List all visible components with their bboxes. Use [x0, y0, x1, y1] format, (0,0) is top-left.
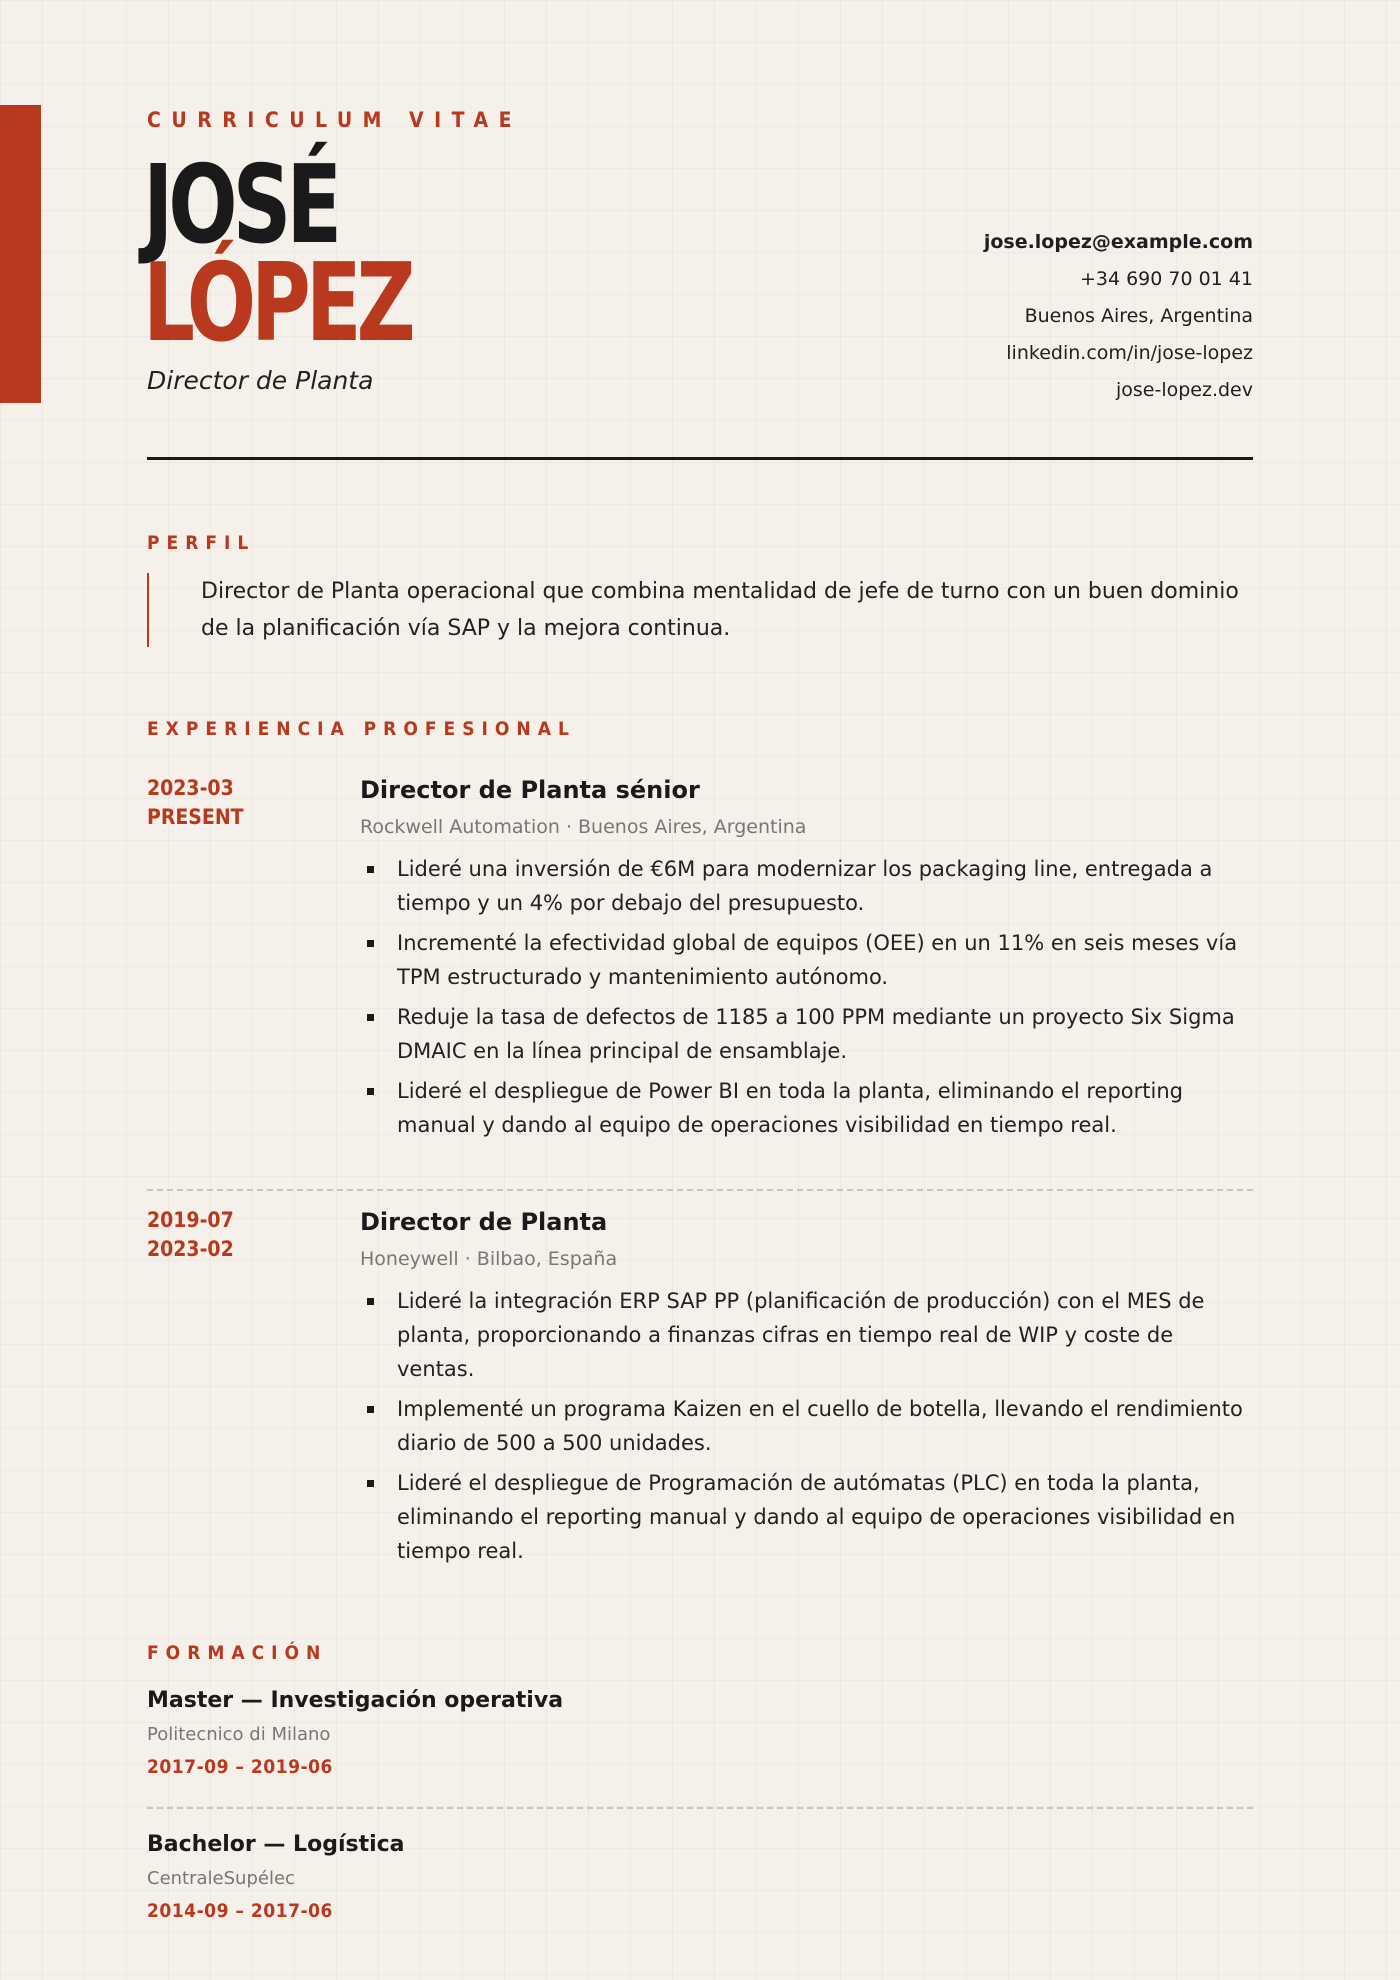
education-school: CentraleSupélec — [147, 1868, 295, 1889]
job-end-date: 2023-02 — [147, 1237, 234, 1261]
job-body — [360, 774, 1253, 1148]
contact-location: Buenos Aires, Argentina — [1024, 305, 1253, 327]
education-divider — [147, 1807, 1253, 1809]
square-bullet-icon — [367, 1088, 374, 1095]
job-dates — [147, 774, 244, 832]
job-bullets — [360, 852, 1253, 1142]
accent-bar — [0, 105, 41, 403]
job-divider — [147, 1189, 1253, 1191]
education-degree: Master — Investigación operativa — [147, 1688, 564, 1713]
profile-section — [147, 573, 1253, 647]
square-bullet-icon — [367, 940, 374, 947]
job-bullet: Lideré la integración ERP SAP PP (planificación de producción) con el MES de planta, proporcionando a finanzas cifras en tiempo real de WIP y coste de ventas. — [360, 1284, 1253, 1386]
job-start-date: 2023-03 — [147, 776, 234, 800]
education-entry — [147, 1830, 1253, 1922]
job-bullet: Lideré el despliegue de Programación de autómatas (PLC) en toda la planta, eliminando el reporting manual y dando al equipo de operaciones visibilidad en tiempo real. — [360, 1466, 1253, 1568]
job-title: Director de Planta — [147, 366, 374, 395]
job-role: Director de Planta sénior — [360, 776, 700, 804]
square-bullet-icon — [367, 866, 374, 873]
job-end-date: PRESENT — [147, 805, 244, 829]
profile-text: Director de Planta operacional que combina mentalidad de jefe de turno con un buen dominio de la planificación vía SAP y la mejora continua. — [201, 579, 1239, 641]
education-degree: Bachelor — Logística — [147, 1832, 405, 1857]
education-heading: FORMACIÓN — [147, 1642, 328, 1664]
contact-phone: +34 690 70 01 41 — [1079, 268, 1253, 290]
job-bullet: Lideré una inversión de €6M para modernizar los packaging line, entregada a tiempo y un 4% por debajo del presupuesto. — [360, 852, 1253, 920]
education-school: Politecnico di Milano — [147, 1724, 331, 1745]
square-bullet-icon — [367, 1014, 374, 1021]
job-bullet: Implementé un programa Kaizen en el cuello de botella, llevando el rendimiento diario de 500 a 500 unidades. — [360, 1392, 1253, 1460]
job-dates — [147, 1206, 234, 1264]
experience-heading: EXPERIENCIA PROFESIONAL — [147, 718, 576, 740]
job-bullet: Reduje la tasa de defectos de 1185 a 100 PPM mediante un proyecto Six Sigma DMAIC en la línea principal de ensamblaje. — [360, 1000, 1253, 1068]
education-period: 2017-09 – 2019-06 — [147, 1756, 333, 1778]
job-bullet: Incrementé la efectividad global de equipos (OEE) en un 11% en seis meses vía TPM estructurado y mantenimiento autónomo. — [360, 926, 1253, 994]
contact-linkedin[interactable]: linkedin.com/in/jose-lopez — [1006, 342, 1253, 364]
contact-email[interactable]: jose.lopez@example.com — [983, 231, 1253, 253]
document-label: CURRICULUM VITAE — [147, 108, 522, 132]
first-name: JOSÉ — [143, 143, 338, 268]
job-bullet: Lideré el despliegue de Power BI en toda la planta, eliminando el reporting manual y dando al equipo de operaciones visibilidad en tiempo real. — [360, 1074, 1253, 1142]
square-bullet-icon — [367, 1480, 374, 1487]
profile-heading: PERFIL — [147, 532, 256, 554]
job-start-date: 2019-07 — [147, 1208, 234, 1232]
education-period: 2014-09 – 2017-06 — [147, 1900, 333, 1922]
job-company: Rockwell Automation · Buenos Aires, Argentina — [360, 816, 807, 838]
last-name: LÓPEZ — [143, 241, 411, 366]
contact-block — [984, 224, 1253, 409]
contact-website[interactable]: jose-lopez.dev — [1115, 379, 1253, 401]
job-body — [360, 1206, 1253, 1574]
education-entry — [147, 1686, 1253, 1778]
job-bullets — [360, 1284, 1253, 1568]
job-company: Honeywell · Bilbao, España — [360, 1248, 618, 1270]
header-divider — [147, 457, 1253, 460]
square-bullet-icon — [367, 1406, 374, 1413]
square-bullet-icon — [367, 1298, 374, 1305]
job-role: Director de Planta — [360, 1208, 608, 1236]
